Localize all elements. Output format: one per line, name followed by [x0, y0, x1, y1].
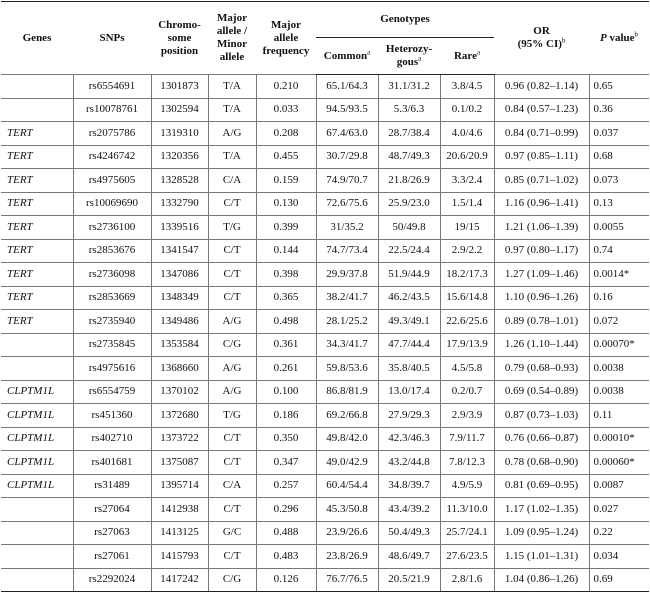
allele-cell: C/T [208, 263, 256, 287]
allele-cell: C/G [208, 333, 256, 357]
snp-cell: rs2736100 [73, 216, 151, 240]
table-row [1, 75, 649, 99]
snp-cell: rs402710 [73, 427, 151, 451]
heterozygous-genotype-cell: 5.3/6.3 [378, 98, 440, 122]
snp-cell: rs27064 [73, 498, 151, 522]
common-genotype-cell: 65.1/64.3 [316, 75, 378, 99]
odds-ratio-cell: 0.81 (0.69–0.95) [494, 474, 589, 498]
p-value-cell: 0.65 [589, 75, 649, 99]
common-genotype-cell: 23.8/26.9 [316, 545, 378, 569]
common-genotype-cell: 30.7/29.8 [316, 145, 378, 169]
rare-genotype-cell: 3.3/2.4 [440, 169, 494, 193]
frequency-cell: 0.399 [256, 216, 316, 240]
rare-genotype-cell: 2.8/1.6 [440, 568, 494, 592]
allele-cell: G/C [208, 521, 256, 545]
common-genotype-cell: 49.0/42.9 [316, 451, 378, 475]
position-cell: 1328528 [151, 169, 208, 193]
gene-cell: TERT [1, 169, 73, 193]
header-genotypes: Genotypes [316, 2, 494, 38]
common-genotype-cell: 29.9/37.8 [316, 263, 378, 287]
heterozygous-genotype-cell: 31.1/31.2 [378, 75, 440, 99]
frequency-cell: 0.483 [256, 545, 316, 569]
heterozygous-genotype-cell: 50/49.8 [378, 216, 440, 240]
frequency-cell: 0.361 [256, 333, 316, 357]
header-rare-label: Rare [453, 49, 477, 62]
p-value-cell: 0.034 [589, 545, 649, 569]
p-value-cell: 0.69 [589, 568, 649, 592]
position-cell: 1417242 [151, 568, 208, 592]
common-genotype-cell: 34.3/41.7 [316, 333, 378, 357]
position-cell: 1412938 [151, 498, 208, 522]
p-value-cell: 0.00010* [589, 427, 649, 451]
odds-ratio-cell: 1.16 (0.96–1.41) [494, 192, 589, 216]
table-row [1, 451, 649, 475]
header-or-ci: (95% CI) [517, 38, 562, 50]
header-p-letter: P [599, 31, 607, 44]
odds-ratio-cell: 1.21 (1.06–1.39) [494, 216, 589, 240]
rare-genotype-cell: 17.9/13.9 [440, 333, 494, 357]
frequency-cell: 0.186 [256, 404, 316, 428]
header-common-label: Common [323, 49, 368, 62]
odds-ratio-cell: 0.97 (0.85–1.11) [494, 145, 589, 169]
position-cell: 1413125 [151, 521, 208, 545]
allele-cell: T/A [208, 145, 256, 169]
snp-cell: rs10069690 [73, 192, 151, 216]
gene-cell: CLPTM1L [1, 380, 73, 404]
header-p-footnote: b [634, 29, 639, 38]
allele-cell: T/G [208, 216, 256, 240]
heterozygous-genotype-cell: 49.3/49.1 [378, 310, 440, 334]
position-cell: 1368660 [151, 357, 208, 381]
allele-cell: C/G [208, 568, 256, 592]
frequency-cell: 0.144 [256, 239, 316, 263]
snp-cell: rs401681 [73, 451, 151, 475]
header-heterozygous [378, 38, 440, 75]
position-cell: 1320356 [151, 145, 208, 169]
table-row [1, 427, 649, 451]
p-value-cell: 0.072 [589, 310, 649, 334]
frequency-cell: 0.398 [256, 263, 316, 287]
heterozygous-genotype-cell: 28.7/38.4 [378, 122, 440, 146]
common-genotype-cell: 23.9/26.6 [316, 521, 378, 545]
rare-genotype-cell: 4.5/5.8 [440, 357, 494, 381]
gene-cell [1, 545, 73, 569]
heterozygous-genotype-cell: 43.2/44.8 [378, 451, 440, 475]
snp-cell: rs451360 [73, 404, 151, 428]
header-rare [440, 38, 494, 75]
p-value-cell: 0.0038 [589, 357, 649, 381]
odds-ratio-cell: 1.15 (1.01–1.31) [494, 545, 589, 569]
frequency-cell: 0.130 [256, 192, 316, 216]
snp-association-table [1, 1, 649, 592]
p-value-cell: 0.36 [589, 98, 649, 122]
position-cell: 1339516 [151, 216, 208, 240]
rare-genotype-cell: 4.0/4.6 [440, 122, 494, 146]
gene-cell [1, 521, 73, 545]
odds-ratio-cell: 0.96 (0.82–1.14) [494, 75, 589, 99]
position-cell: 1395714 [151, 474, 208, 498]
odds-ratio-cell: 1.17 (1.02–1.35) [494, 498, 589, 522]
table-row [1, 333, 649, 357]
common-genotype-cell: 38.2/41.7 [316, 286, 378, 310]
frequency-cell: 0.498 [256, 310, 316, 334]
p-value-cell: 0.00070* [589, 333, 649, 357]
position-cell: 1341547 [151, 239, 208, 263]
table-row [1, 169, 649, 193]
allele-cell: C/A [208, 169, 256, 193]
p-value-cell: 0.68 [589, 145, 649, 169]
header-genes: Genes [1, 2, 73, 75]
header-or-footnote: b [561, 36, 566, 45]
table-row [1, 380, 649, 404]
header-rare-footnote: a [476, 47, 481, 56]
odds-ratio-cell: 0.84 (0.71–0.99) [494, 122, 589, 146]
position-cell: 1319310 [151, 122, 208, 146]
frequency-cell: 0.347 [256, 451, 316, 475]
snp-cell: rs2735940 [73, 310, 151, 334]
header-snps: SNPs [73, 2, 151, 75]
gene-cell: TERT [1, 122, 73, 146]
rare-genotype-cell: 3.8/4.5 [440, 75, 494, 99]
frequency-cell: 0.208 [256, 122, 316, 146]
frequency-cell: 0.350 [256, 427, 316, 451]
gene-cell: TERT [1, 239, 73, 263]
gene-cell: TERT [1, 216, 73, 240]
odds-ratio-cell: 0.84 (0.57–1.23) [494, 98, 589, 122]
header-common [316, 38, 378, 75]
common-genotype-cell: 67.4/63.0 [316, 122, 378, 146]
odds-ratio-cell: 0.76 (0.66–0.87) [494, 427, 589, 451]
gene-cell: TERT [1, 263, 73, 287]
rare-genotype-cell: 0.1/0.2 [440, 98, 494, 122]
p-value-cell: 0.037 [589, 122, 649, 146]
rare-genotype-cell: 25.7/24.1 [440, 521, 494, 545]
allele-cell: A/G [208, 380, 256, 404]
p-value-cell: 0.0014* [589, 263, 649, 287]
allele-cell: C/T [208, 239, 256, 263]
header-p-value [589, 2, 649, 75]
frequency-cell: 0.488 [256, 521, 316, 545]
gene-cell [1, 357, 73, 381]
gene-cell: TERT [1, 145, 73, 169]
rare-genotype-cell: 11.3/10.0 [440, 498, 494, 522]
common-genotype-cell: 59.8/53.6 [316, 357, 378, 381]
table-row [1, 98, 649, 122]
gene-cell: CLPTM1L [1, 404, 73, 428]
odds-ratio-cell: 0.79 (0.68–0.93) [494, 357, 589, 381]
snp-cell: rs6554759 [73, 380, 151, 404]
allele-cell: C/T [208, 498, 256, 522]
frequency-cell: 0.257 [256, 474, 316, 498]
allele-cell: C/A [208, 474, 256, 498]
odds-ratio-cell: 1.27 (1.09–1.46) [494, 263, 589, 287]
table-row [1, 122, 649, 146]
header-chromosome-position: Chromo-some position [151, 2, 208, 75]
rare-genotype-cell: 2.9/2.2 [440, 239, 494, 263]
table-row [1, 239, 649, 263]
table-row [1, 474, 649, 498]
allele-cell: A/G [208, 122, 256, 146]
snp-cell: rs2735845 [73, 333, 151, 357]
common-genotype-cell: 69.2/66.8 [316, 404, 378, 428]
odds-ratio-cell: 1.10 (0.96–1.26) [494, 286, 589, 310]
table-row [1, 145, 649, 169]
header-heterozygous-label: Heterozy-gous [385, 43, 433, 68]
rare-genotype-cell: 22.6/25.6 [440, 310, 494, 334]
p-value-cell: 0.0038 [589, 380, 649, 404]
snp-cell: rs10078761 [73, 98, 151, 122]
rare-genotype-cell: 7.8/12.3 [440, 451, 494, 475]
rare-genotype-cell: 19/15 [440, 216, 494, 240]
rare-genotype-cell: 27.6/23.5 [440, 545, 494, 569]
gene-cell: TERT [1, 192, 73, 216]
rare-genotype-cell: 7.9/11.7 [440, 427, 494, 451]
table-row [1, 192, 649, 216]
allele-cell: T/G [208, 404, 256, 428]
p-value-cell: 0.027 [589, 498, 649, 522]
position-cell: 1302594 [151, 98, 208, 122]
gene-cell [1, 75, 73, 99]
common-genotype-cell: 94.5/93.5 [316, 98, 378, 122]
allele-cell: T/A [208, 98, 256, 122]
heterozygous-genotype-cell: 20.5/21.9 [378, 568, 440, 592]
odds-ratio-cell: 0.89 (0.78–1.01) [494, 310, 589, 334]
common-genotype-cell: 31/35.2 [316, 216, 378, 240]
allele-cell: A/G [208, 357, 256, 381]
frequency-cell: 0.210 [256, 75, 316, 99]
table-row [1, 286, 649, 310]
table-header [1, 2, 649, 75]
position-cell: 1370102 [151, 380, 208, 404]
position-cell: 1375087 [151, 451, 208, 475]
gene-cell: TERT [1, 310, 73, 334]
heterozygous-genotype-cell: 46.2/43.5 [378, 286, 440, 310]
frequency-cell: 0.296 [256, 498, 316, 522]
frequency-cell: 0.455 [256, 145, 316, 169]
rare-genotype-cell: 20.6/20.9 [440, 145, 494, 169]
gene-cell [1, 498, 73, 522]
position-cell: 1348349 [151, 286, 208, 310]
allele-cell: A/G [208, 310, 256, 334]
rare-genotype-cell: 1.5/1.4 [440, 192, 494, 216]
allele-cell: C/T [208, 427, 256, 451]
allele-cell: C/T [208, 192, 256, 216]
position-cell: 1415793 [151, 545, 208, 569]
table-body [1, 75, 649, 592]
common-genotype-cell: 86.8/81.9 [316, 380, 378, 404]
gene-cell [1, 98, 73, 122]
heterozygous-genotype-cell: 48.6/49.7 [378, 545, 440, 569]
heterozygous-genotype-cell: 21.8/26.9 [378, 169, 440, 193]
frequency-cell: 0.100 [256, 380, 316, 404]
snp-cell: rs31489 [73, 474, 151, 498]
table-row [1, 404, 649, 428]
table-row [1, 263, 649, 287]
gene-cell: CLPTM1L [1, 427, 73, 451]
heterozygous-genotype-cell: 43.4/39.2 [378, 498, 440, 522]
table-row [1, 545, 649, 569]
frequency-cell: 0.126 [256, 568, 316, 592]
frequency-cell: 0.159 [256, 169, 316, 193]
heterozygous-genotype-cell: 25.9/23.0 [378, 192, 440, 216]
table-row [1, 568, 649, 592]
gene-cell: CLPTM1L [1, 474, 73, 498]
heterozygous-genotype-cell: 35.8/40.5 [378, 357, 440, 381]
p-value-cell: 0.22 [589, 521, 649, 545]
heterozygous-genotype-cell: 42.3/46.3 [378, 427, 440, 451]
p-value-cell: 0.13 [589, 192, 649, 216]
common-genotype-cell: 76.7/76.5 [316, 568, 378, 592]
position-cell: 1349486 [151, 310, 208, 334]
header-or [494, 2, 589, 75]
header-p-suffix: value [606, 31, 635, 44]
gene-cell: TERT [1, 286, 73, 310]
snp-cell: rs2292024 [73, 568, 151, 592]
odds-ratio-cell: 0.69 (0.54–0.89) [494, 380, 589, 404]
odds-ratio-cell: 0.78 (0.68–0.90) [494, 451, 589, 475]
common-genotype-cell: 60.4/54.4 [316, 474, 378, 498]
odds-ratio-cell: 0.97 (0.80–1.17) [494, 239, 589, 263]
table-row [1, 498, 649, 522]
header-heterozygous-footnote: a [418, 54, 422, 63]
table-row [1, 357, 649, 381]
gene-cell: CLPTM1L [1, 451, 73, 475]
snp-cell: rs4975605 [73, 169, 151, 193]
rare-genotype-cell: 2.9/3.9 [440, 404, 494, 428]
heterozygous-genotype-cell: 13.0/17.4 [378, 380, 440, 404]
allele-cell: C/T [208, 545, 256, 569]
header-or-label: OR [533, 25, 550, 37]
table-row [1, 216, 649, 240]
p-value-cell: 0.16 [589, 286, 649, 310]
gene-cell [1, 333, 73, 357]
gene-cell [1, 568, 73, 592]
p-value-cell: 0.0055 [589, 216, 649, 240]
position-cell: 1301873 [151, 75, 208, 99]
position-cell: 1372680 [151, 404, 208, 428]
odds-ratio-cell: 1.09 (0.95–1.24) [494, 521, 589, 545]
header-alleles: Major allele / Minor allele [208, 2, 256, 75]
snp-cell: rs27061 [73, 545, 151, 569]
allele-cell: C/T [208, 451, 256, 475]
rare-genotype-cell: 18.2/17.3 [440, 263, 494, 287]
snp-cell: rs4975616 [73, 357, 151, 381]
common-genotype-cell: 45.3/50.8 [316, 498, 378, 522]
odds-ratio-cell: 0.85 (0.71–1.02) [494, 169, 589, 193]
heterozygous-genotype-cell: 34.8/39.7 [378, 474, 440, 498]
snp-cell: rs2853669 [73, 286, 151, 310]
common-genotype-cell: 28.1/25.2 [316, 310, 378, 334]
p-value-cell: 0.073 [589, 169, 649, 193]
common-genotype-cell: 74.7/73.4 [316, 239, 378, 263]
position-cell: 1373722 [151, 427, 208, 451]
common-genotype-cell: 72.6/75.6 [316, 192, 378, 216]
snp-cell: rs2736098 [73, 263, 151, 287]
rare-genotype-cell: 4.9/5.9 [440, 474, 494, 498]
position-cell: 1347086 [151, 263, 208, 287]
snp-cell: rs2853676 [73, 239, 151, 263]
snp-cell: rs27063 [73, 521, 151, 545]
frequency-cell: 0.033 [256, 98, 316, 122]
rare-genotype-cell: 0.2/0.7 [440, 380, 494, 404]
position-cell: 1353584 [151, 333, 208, 357]
snp-cell: rs6554691 [73, 75, 151, 99]
allele-cell: T/A [208, 75, 256, 99]
table-row [1, 521, 649, 545]
odds-ratio-cell: 0.87 (0.73–1.03) [494, 404, 589, 428]
snp-cell: rs2075786 [73, 122, 151, 146]
p-value-cell: 0.11 [589, 404, 649, 428]
table-row [1, 310, 649, 334]
position-cell: 1332790 [151, 192, 208, 216]
common-genotype-cell: 49.8/42.0 [316, 427, 378, 451]
common-genotype-cell: 74.9/70.7 [316, 169, 378, 193]
heterozygous-genotype-cell: 51.9/44.9 [378, 263, 440, 287]
header-common-footnote: a [367, 47, 371, 56]
odds-ratio-cell: 1.04 (0.86–1.26) [494, 568, 589, 592]
heterozygous-genotype-cell: 47.7/44.4 [378, 333, 440, 357]
p-value-cell: 0.0087 [589, 474, 649, 498]
header-major-allele-frequency: Major allele frequency [256, 2, 316, 75]
allele-cell: C/T [208, 286, 256, 310]
p-value-cell: 0.74 [589, 239, 649, 263]
frequency-cell: 0.261 [256, 357, 316, 381]
heterozygous-genotype-cell: 50.4/49.3 [378, 521, 440, 545]
frequency-cell: 0.365 [256, 286, 316, 310]
p-value-cell: 0.00060* [589, 451, 649, 475]
snp-cell: rs4246742 [73, 145, 151, 169]
heterozygous-genotype-cell: 27.9/29.3 [378, 404, 440, 428]
heterozygous-genotype-cell: 48.7/49.3 [378, 145, 440, 169]
heterozygous-genotype-cell: 22.5/24.4 [378, 239, 440, 263]
odds-ratio-cell: 1.26 (1.10–1.44) [494, 333, 589, 357]
rare-genotype-cell: 15.6/14.8 [440, 286, 494, 310]
